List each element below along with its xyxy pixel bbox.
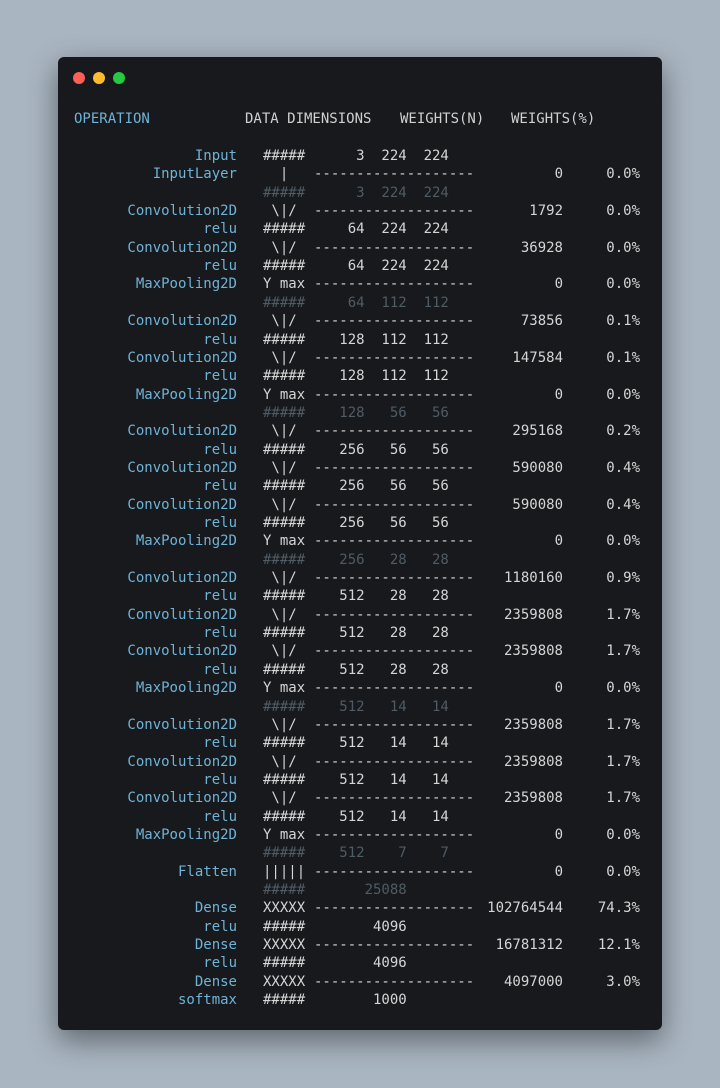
- weights-count: 147584: [512, 349, 563, 366]
- data-dimensions: 512 7 7: [314, 845, 449, 862]
- weights-percent: 0.0%: [606, 166, 640, 183]
- operation-name: relu: [203, 258, 237, 275]
- separator-dashes: -------------------: [314, 790, 475, 807]
- layer-glyph: XXXXX: [263, 973, 306, 990]
- weights-count: 0: [554, 276, 563, 293]
- activation-row: [58, 624, 662, 642]
- weights-percent: 0.0%: [606, 239, 640, 256]
- separator-dashes: -------------------: [314, 680, 475, 697]
- separator-dashes: -------------------: [314, 239, 475, 256]
- header-weights-count: WEIGHTS(N): [400, 111, 485, 127]
- data-dimensions: 512 14 14: [314, 735, 449, 752]
- weights-count: 0: [554, 166, 563, 183]
- weights-count: 2359808: [503, 643, 563, 660]
- weights-count: 1180160: [503, 570, 563, 587]
- layer-glyph: \|/: [263, 459, 297, 476]
- operation-name: MaxPooling2D: [135, 533, 237, 550]
- layer-row: [58, 422, 662, 440]
- weights-count: 2359808: [503, 753, 563, 770]
- layer-row: [58, 569, 662, 587]
- data-dimensions: 512 28 28: [314, 661, 449, 678]
- operation-name: relu: [203, 221, 237, 238]
- layer-glyph: #####: [263, 661, 306, 678]
- activation-row: [58, 257, 662, 275]
- operation-name: Convolution2D: [127, 790, 237, 807]
- layer-glyph: \|/: [263, 239, 297, 256]
- operation-name: relu: [203, 478, 237, 495]
- operation-name: Dense: [194, 900, 237, 917]
- activation-row: [58, 441, 662, 459]
- activation-row: [58, 991, 662, 1009]
- weights-count: 295168: [512, 423, 563, 440]
- layer-row: [58, 239, 662, 257]
- weights-percent: 0.0%: [606, 680, 640, 697]
- layer-row: [58, 459, 662, 477]
- layer-glyph: Y max: [263, 680, 306, 697]
- operation-name: Convolution2D: [127, 643, 237, 660]
- weights-count: 0: [554, 386, 563, 403]
- activation-row: [58, 954, 662, 972]
- data-dimensions: 3 224 224: [314, 148, 449, 164]
- layer-glyph: #####: [263, 771, 306, 788]
- weights-percent: 1.7%: [606, 606, 640, 623]
- weights-percent: 1.7%: [606, 753, 640, 770]
- weights-percent: 0.9%: [606, 570, 640, 587]
- data-dimensions: 1000: [314, 992, 407, 1009]
- weights-percent: 3.0%: [606, 973, 640, 990]
- separator-dashes: -------------------: [314, 386, 475, 403]
- separator-dashes: -------------------: [314, 570, 475, 587]
- weights-percent: 0.0%: [606, 826, 640, 843]
- layer-row: [58, 899, 662, 917]
- separator-dashes: -------------------: [314, 716, 475, 733]
- layer-glyph: #####: [263, 882, 306, 898]
- operation-name: MaxPooling2D: [135, 826, 237, 843]
- weights-percent: 0.1%: [606, 349, 640, 366]
- separator-dashes: -------------------: [314, 166, 475, 183]
- operation-name: relu: [203, 771, 237, 788]
- operation-name: relu: [203, 588, 237, 605]
- data-dimensions: 256 56 56: [314, 441, 449, 458]
- layer-glyph: #####: [263, 992, 306, 1009]
- layer-glyph: \|/: [263, 753, 297, 770]
- layer-glyph: #####: [263, 808, 306, 825]
- layer-glyph: |||||: [263, 863, 306, 880]
- operation-name: Convolution2D: [127, 203, 237, 220]
- operation-name: Flatten: [177, 863, 237, 880]
- layer-row: [58, 532, 662, 550]
- layer-row: [58, 789, 662, 807]
- layer-glyph: #####: [263, 515, 306, 531]
- layer-glyph: #####: [263, 258, 306, 275]
- layer-glyph: #####: [263, 294, 306, 311]
- separator-dashes: -------------------: [314, 459, 475, 476]
- weights-count: 1792: [529, 203, 563, 220]
- operation-name: relu: [203, 368, 237, 385]
- layer-row: [58, 275, 662, 293]
- weights-percent: 0.0%: [606, 386, 640, 403]
- layer-glyph: #####: [263, 184, 306, 201]
- layer-glyph: \|/: [263, 349, 297, 366]
- activation-row: [58, 147, 662, 165]
- separator-dashes: -------------------: [314, 313, 475, 330]
- shape-row: [58, 881, 662, 899]
- weights-percent: 0.0%: [606, 203, 640, 220]
- weights-percent: 1.7%: [606, 643, 640, 660]
- weights-count: 0: [554, 680, 563, 697]
- weights-count: 16781312: [495, 937, 563, 954]
- maximize-window-button[interactable]: [113, 72, 125, 84]
- operation-name: Convolution2D: [127, 459, 237, 476]
- separator-dashes: -------------------: [314, 203, 475, 220]
- layer-row: [58, 973, 662, 991]
- layer-glyph: |: [263, 166, 289, 183]
- data-dimensions: 256 28 28: [314, 551, 449, 568]
- minimize-window-button[interactable]: [93, 72, 105, 84]
- header-data-dimensions: DATA DIMENSIONS: [245, 111, 372, 127]
- layer-row: [58, 496, 662, 514]
- weights-count: 2359808: [503, 790, 563, 807]
- layer-glyph: \|/: [263, 423, 297, 440]
- data-dimensions: 512 14 14: [314, 808, 449, 825]
- layer-glyph: #####: [263, 551, 306, 568]
- weights-percent: 0.2%: [606, 423, 640, 440]
- layer-row: [58, 202, 662, 220]
- data-dimensions: 4096: [314, 955, 407, 972]
- separator-dashes: -------------------: [314, 423, 475, 440]
- operation-name: Convolution2D: [127, 570, 237, 587]
- layer-glyph: #####: [263, 221, 306, 238]
- weights-count: 36928: [520, 239, 563, 256]
- weights-percent: 0.0%: [606, 863, 640, 880]
- layer-glyph: #####: [263, 955, 306, 972]
- operation-name: relu: [203, 735, 237, 752]
- data-dimensions: 128 56 56: [314, 404, 449, 421]
- weights-count: 73856: [520, 313, 563, 330]
- operation-name: relu: [203, 441, 237, 458]
- table-header: [58, 110, 596, 128]
- layer-glyph: #####: [263, 331, 306, 348]
- weights-count: 2359808: [503, 716, 563, 733]
- layer-glyph: Y max: [263, 386, 306, 403]
- weights-percent: 0.0%: [606, 276, 640, 293]
- close-window-button[interactable]: [73, 72, 85, 84]
- weights-percent: 1.7%: [606, 716, 640, 733]
- data-dimensions: 4096: [314, 918, 407, 935]
- header-operation: OPERATION: [74, 111, 150, 127]
- weights-percent: 1.7%: [606, 790, 640, 807]
- layer-glyph: #####: [263, 845, 306, 862]
- layer-row: [58, 349, 662, 367]
- shape-row: [58, 184, 662, 202]
- weights-percent: 0.0%: [606, 533, 640, 550]
- activation-row: [58, 661, 662, 679]
- weights-percent: 74.3%: [597, 900, 640, 917]
- operation-name: relu: [203, 515, 237, 531]
- shape-row: [58, 294, 662, 312]
- layer-glyph: \|/: [263, 313, 297, 330]
- shape-row: [58, 404, 662, 422]
- layer-glyph: XXXXX: [263, 937, 306, 954]
- data-dimensions: 128 112 112: [314, 331, 449, 348]
- separator-dashes: -------------------: [314, 973, 475, 990]
- data-dimensions: 64 112 112: [314, 294, 449, 311]
- operation-name: Convolution2D: [127, 313, 237, 330]
- operation-name: MaxPooling2D: [135, 386, 237, 403]
- layer-glyph: #####: [263, 588, 306, 605]
- separator-dashes: -------------------: [314, 753, 475, 770]
- shape-row: [58, 844, 662, 862]
- layer-glyph: #####: [263, 148, 306, 164]
- operation-name: relu: [203, 661, 237, 678]
- data-dimensions: 3 224 224: [314, 184, 449, 201]
- operation-name: Dense: [194, 973, 237, 990]
- activation-row: [58, 514, 662, 532]
- separator-dashes: -------------------: [314, 900, 475, 917]
- layer-glyph: \|/: [263, 606, 297, 623]
- operation-name: relu: [203, 331, 237, 348]
- data-dimensions: 64 224 224: [314, 258, 449, 275]
- separator-dashes: -------------------: [314, 937, 475, 954]
- activation-row: [58, 734, 662, 752]
- layer-glyph: \|/: [263, 790, 297, 807]
- separator-dashes: -------------------: [314, 863, 475, 880]
- layer-row: [58, 826, 662, 844]
- activation-row: [58, 367, 662, 385]
- layer-glyph: Y max: [263, 826, 306, 843]
- weights-count: 4097000: [503, 973, 563, 990]
- layer-glyph: Y max: [263, 533, 306, 550]
- shape-row: [58, 551, 662, 569]
- header-weights-percent: WEIGHTS(%): [511, 111, 596, 127]
- data-dimensions: 256 56 56: [314, 515, 449, 531]
- activation-row: [58, 587, 662, 605]
- operation-name: Convolution2D: [127, 606, 237, 623]
- operation-name: Convolution2D: [127, 349, 237, 366]
- operation-name: relu: [203, 918, 237, 935]
- layer-row: [58, 386, 662, 404]
- layer-glyph: #####: [263, 478, 306, 495]
- operation-name: Convolution2D: [127, 716, 237, 733]
- operation-name: Convolution2D: [127, 753, 237, 770]
- layer-glyph: XXXXX: [263, 900, 306, 917]
- layer-glyph: #####: [263, 918, 306, 935]
- separator-dashes: -------------------: [314, 349, 475, 366]
- weights-count: 0: [554, 533, 563, 550]
- terminal-window: [58, 57, 662, 1030]
- operation-name: Convolution2D: [127, 496, 237, 513]
- weights-percent: 0.1%: [606, 313, 640, 330]
- layer-glyph: \|/: [263, 643, 297, 660]
- separator-dashes: -------------------: [314, 606, 475, 623]
- operation-name: InputLayer: [152, 166, 237, 183]
- operation-name: Convolution2D: [127, 423, 237, 440]
- separator-dashes: -------------------: [314, 496, 475, 513]
- data-dimensions: 512 14 14: [314, 698, 449, 715]
- separator-dashes: -------------------: [314, 826, 475, 843]
- layer-glyph: \|/: [263, 716, 297, 733]
- separator-dashes: -------------------: [314, 533, 475, 550]
- activation-row: [58, 771, 662, 789]
- layer-glyph: #####: [263, 404, 306, 421]
- weights-percent: 0.4%: [606, 459, 640, 476]
- layer-glyph: #####: [263, 368, 306, 385]
- data-dimensions: 512 28 28: [314, 625, 449, 642]
- layer-row: [58, 753, 662, 771]
- weights-count: 2359808: [503, 606, 563, 623]
- data-dimensions: 256 56 56: [314, 478, 449, 495]
- layer-row: [58, 606, 662, 624]
- weights-count: 0: [554, 863, 563, 880]
- layer-glyph: \|/: [263, 570, 297, 587]
- layer-glyph: #####: [263, 698, 306, 715]
- weights-percent: 12.1%: [597, 937, 640, 954]
- layer-row: [58, 936, 662, 954]
- operation-name: MaxPooling2D: [135, 680, 237, 697]
- operation-name: relu: [203, 625, 237, 642]
- shape-row: [58, 698, 662, 716]
- data-dimensions: 64 224 224: [314, 221, 449, 238]
- operation-name: softmax: [177, 992, 237, 1009]
- data-dimensions: 512 28 28: [314, 588, 449, 605]
- operation-name: relu: [203, 808, 237, 825]
- operation-name: MaxPooling2D: [135, 276, 237, 293]
- weights-count: 590080: [512, 459, 563, 476]
- separator-dashes: -------------------: [314, 643, 475, 660]
- layer-row: [58, 165, 662, 183]
- activation-row: [58, 220, 662, 238]
- layer-row: [58, 679, 662, 697]
- layer-row: [58, 642, 662, 660]
- weights-count: 0: [554, 826, 563, 843]
- activation-row: [58, 477, 662, 495]
- layer-row: [58, 863, 662, 881]
- layer-glyph: #####: [263, 625, 306, 642]
- weights-percent: 0.4%: [606, 496, 640, 513]
- operation-name: relu: [203, 955, 237, 972]
- separator-dashes: -------------------: [314, 276, 475, 293]
- data-dimensions: 25088: [314, 882, 407, 898]
- activation-row: [58, 918, 662, 936]
- operation-name: Dense: [194, 937, 237, 954]
- layer-glyph: #####: [263, 441, 306, 458]
- activation-row: [58, 331, 662, 349]
- activation-row: [58, 808, 662, 826]
- operation-name: Input: [194, 148, 237, 164]
- layer-glyph: Y max: [263, 276, 306, 293]
- layer-row: [58, 716, 662, 734]
- weights-count: 590080: [512, 496, 563, 513]
- layer-glyph: \|/: [263, 496, 297, 513]
- weights-count: 102764544: [487, 900, 563, 917]
- layer-row: [58, 312, 662, 330]
- data-dimensions: 128 112 112: [314, 368, 449, 385]
- layer-glyph: \|/: [263, 203, 297, 220]
- layer-glyph: #####: [263, 735, 306, 752]
- operation-name: Convolution2D: [127, 239, 237, 256]
- data-dimensions: 512 14 14: [314, 771, 449, 788]
